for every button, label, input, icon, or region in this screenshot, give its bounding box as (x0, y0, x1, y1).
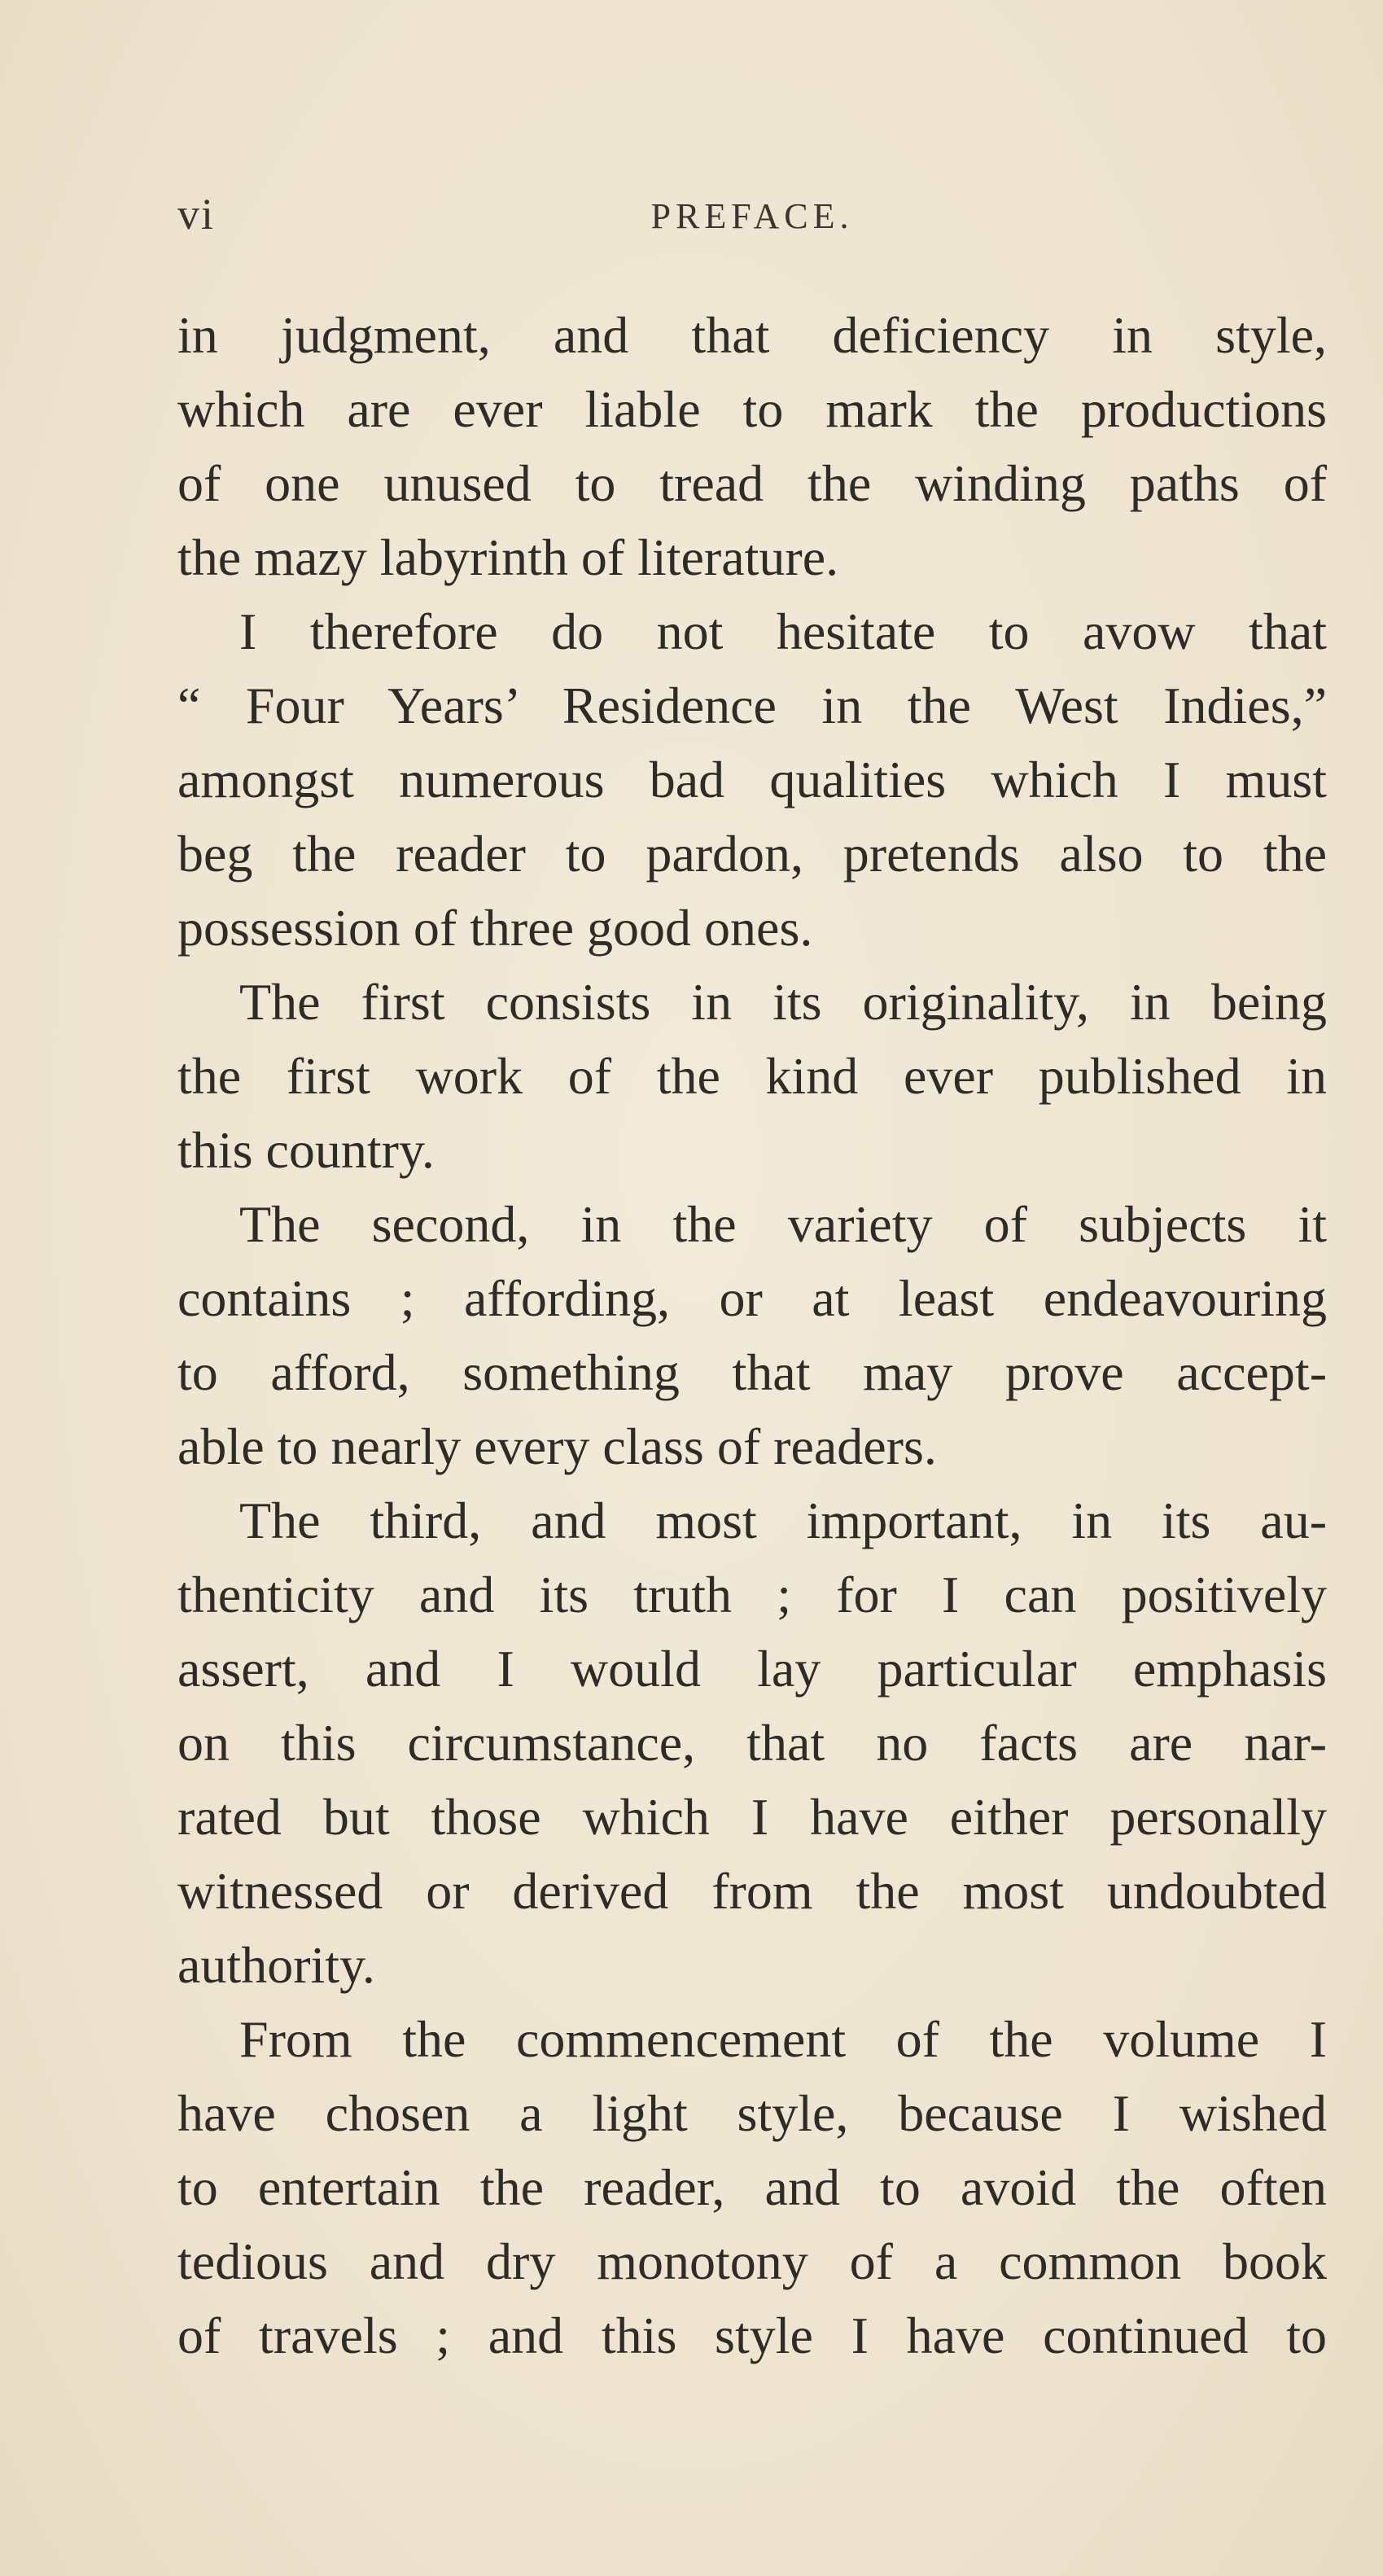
text-line: have chosen a light style, because I wished (177, 2084, 1327, 2142)
text-line: I therefore do not hesitate to avow that (239, 602, 1327, 660)
text-line: The first consists in its originality, in being (239, 973, 1327, 1031)
text-line: in judgment, and that deficiency in style, (177, 306, 1327, 364)
text-line: amongst numerous bad qualities which I must (177, 751, 1327, 808)
paragraph (177, 1483, 1327, 2002)
paragraph (177, 1187, 1327, 1483)
text-line: this country. (177, 1121, 435, 1179)
page-number: vi (177, 190, 216, 239)
text-line: to entertain the reader, and to avoid the often (177, 2158, 1327, 2216)
running-head (177, 189, 1327, 262)
text-line: able to nearly every class of readers. (177, 1417, 937, 1475)
text-line: contains ; affording, or at least endeavouring (177, 1269, 1327, 1327)
paragraph (177, 2002, 1327, 2372)
text-line: witnessed or derived from the most undoubted (177, 1862, 1327, 1920)
paragraph (177, 965, 1327, 1187)
text-line: The third, and most important, in its au- (239, 1492, 1327, 1549)
text-line: beg the reader to pardon, pretends also to the (177, 825, 1327, 883)
text-line: to afford, something that may prove accept- (177, 1343, 1327, 1401)
page-header-title: PREFACE. (650, 196, 854, 236)
text-line: which are ever liable to mark the productions (177, 380, 1327, 438)
text-line: of one unused to tread the winding paths of (177, 454, 1327, 512)
text-line: tedious and dry monotony of a common book (177, 2232, 1327, 2290)
text-line: “ Four Years’ Residence in the West Indies,” (177, 677, 1327, 734)
text-line: on this circumstance, that no facts are nar- (177, 1714, 1327, 1772)
text-line: assert, and I would lay particular emphasis (177, 1640, 1327, 1698)
paragraph (177, 594, 1327, 965)
text-line: possession of three good ones. (177, 899, 813, 957)
text-line: thenticity and its truth ; for I can positively (177, 1566, 1327, 1623)
paragraph (177, 298, 1327, 594)
text-line: of travels ; and this style I have continued to (177, 2307, 1327, 2364)
text-line: authority. (177, 1936, 375, 1994)
text-line: From the commencement of the volume I (239, 2010, 1327, 2068)
text-line: the mazy labyrinth of literature. (177, 528, 839, 586)
text-line: rated but those which I have either personally (177, 1788, 1327, 1846)
text-line: The second, in the variety of subjects it (239, 1195, 1327, 1253)
body-text (177, 298, 1327, 2372)
text-line: the first work of the kind ever published in (177, 1047, 1327, 1105)
